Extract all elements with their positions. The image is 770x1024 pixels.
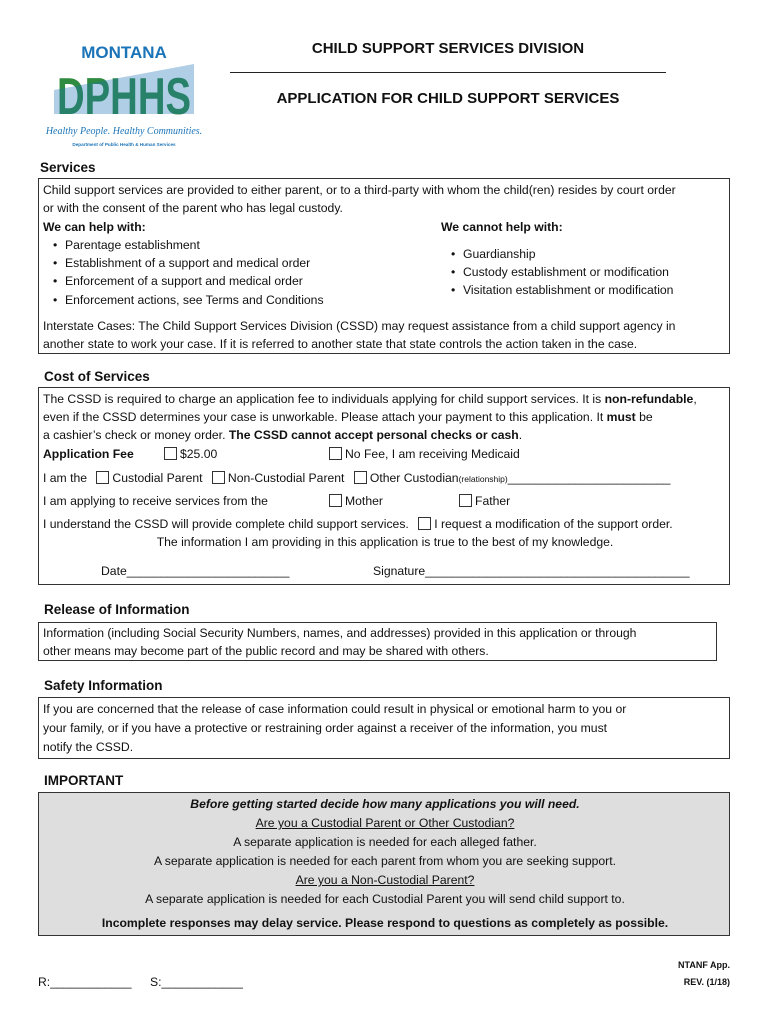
- can-help-item: • Parentage establishment: [43, 236, 324, 254]
- important-heading: IMPORTANT: [44, 773, 124, 788]
- services-heading: Services: [40, 160, 96, 175]
- release-line-2: other means may become part of the public record and may be shared with others.: [43, 644, 489, 658]
- father-label: Father: [475, 494, 511, 508]
- custodial-checkbox[interactable]: [96, 471, 109, 484]
- custodial-option[interactable]: [96, 471, 202, 485]
- services-intro-1: Child support services are provided to either parent, or to a third-party with whom the child(ren) resides by court order: [43, 183, 676, 197]
- modification-checkbox[interactable]: [418, 517, 431, 530]
- important-line-2: Are you a Custodial Parent or Other Custodian?: [255, 816, 515, 830]
- important-line-3: A separate application is needed for each alleged father.: [233, 835, 537, 849]
- cost-box: [38, 387, 730, 585]
- cannot-help-item: • Guardianship: [441, 245, 673, 263]
- cost-heading: Cost of Services: [44, 369, 150, 384]
- i-am-label: I am the: [43, 471, 88, 485]
- dphhs-logo-graphic: [45, 42, 203, 152]
- important-box: [38, 792, 730, 936]
- no-fee-checkbox[interactable]: [329, 447, 342, 460]
- cost-text: even if the CSSD determines your case is unworkable. Please attach your payment to this application. It: [43, 410, 607, 424]
- mother-option[interactable]: [329, 492, 383, 510]
- other-custodian-label: Other Custodian: [369, 471, 459, 485]
- fee-option[interactable]: [164, 445, 217, 463]
- division-title: CHILD SUPPORT SERVICES DIVISION: [311, 40, 585, 57]
- safety-box: [38, 697, 730, 759]
- signature-field[interactable]: Signature_______________________________________: [373, 564, 690, 578]
- true-info-statement: The information I am providing in this application is true to the best of my knowledge.: [156, 535, 614, 549]
- father-checkbox[interactable]: [459, 494, 472, 507]
- cost-emphasis: non-refundable: [604, 392, 694, 406]
- can-help-list: [43, 236, 324, 309]
- applying-label: I am applying to receive services from the: [43, 494, 268, 508]
- header-divider: [230, 72, 666, 73]
- interstate-line-1: Interstate Cases: The Child Support Services Division (CSSD) may request assistance from a child support agency in: [43, 319, 676, 333]
- relationship-label: (relationship): [458, 474, 508, 484]
- logo-top-text: MONTANA: [81, 43, 167, 62]
- other-custodian-option[interactable]: [354, 471, 671, 485]
- cost-para-line-2: [43, 408, 653, 426]
- form-number: NTANF App.: [678, 960, 730, 970]
- interstate-line-2: another state to work your case. If it is referred to another state that state controls the action taken in the case.: [43, 337, 638, 351]
- can-help-item: • Enforcement actions, see Terms and Conditions: [43, 291, 324, 309]
- logo-main-text: DPHHS: [57, 68, 191, 126]
- relationship-field[interactable]: ________________________: [507, 471, 671, 485]
- cost-text: a cashier’s check or money order.: [43, 428, 229, 442]
- cannot-help-item: • Visitation establishment or modification: [441, 281, 673, 299]
- cost-text: The CSSD is required to charge an application fee to individuals applying for child support services. It is: [43, 392, 605, 406]
- modification-label: I request a modification of the support order.: [434, 517, 673, 531]
- important-line-6: A separate application is needed for each Custodial Parent you will send child support to.: [145, 892, 625, 906]
- understand-text: I understand the CSSD will provide complete child support services.: [43, 517, 409, 531]
- footer-r-field[interactable]: R:____________: [38, 975, 132, 989]
- safety-line-2: your family, or if you have a protective or restraining order against a receiver of the information, you must: [43, 721, 608, 735]
- mother-label: Mother: [345, 494, 383, 508]
- footer-s-field[interactable]: S:____________: [150, 975, 243, 989]
- safety-heading: Safety Information: [44, 678, 163, 693]
- cost-emphasis: must: [606, 410, 636, 424]
- fee-amount: $25.00: [180, 447, 218, 461]
- other-custodian-checkbox[interactable]: [354, 471, 367, 484]
- application-title: APPLICATION FOR CHILD SUPPORT SERVICES: [276, 90, 620, 107]
- noncustodial-option[interactable]: [212, 471, 345, 485]
- important-line-4: A separate application is needed for each parent from whom you are seeking support.: [153, 854, 617, 868]
- services-box: [38, 178, 730, 354]
- mother-checkbox[interactable]: [329, 494, 342, 507]
- custodial-label: Custodial Parent: [112, 471, 203, 485]
- safety-line-1: If you are concerned that the release of case information could result in physical or emotional harm to you or: [43, 702, 627, 716]
- dphhs-logo: [45, 42, 203, 152]
- fee-checkbox[interactable]: [164, 447, 177, 460]
- i-am-row: [43, 469, 670, 488]
- services-intro-2: or with the consent of the parent who has legal custody.: [43, 201, 343, 215]
- noncustodial-checkbox[interactable]: [212, 471, 225, 484]
- modification-option[interactable]: [418, 517, 672, 531]
- cannot-help-list: [441, 245, 673, 300]
- logo-department: Department of Public Health & Human Services: [72, 142, 176, 147]
- no-fee-label: No Fee, I am receiving Medicaid: [345, 447, 520, 461]
- father-option[interactable]: [459, 492, 510, 510]
- cannot-help-item: • Custody establishment or modification: [441, 263, 673, 281]
- cost-text: .: [518, 428, 523, 442]
- important-line-7: Incomplete responses may delay service. Please respond to questions as completely as possible.: [101, 916, 669, 930]
- cost-emphasis: The CSSD cannot accept personal checks or cash: [228, 428, 519, 442]
- cost-text: be: [635, 410, 653, 424]
- important-line-5: Are you a Non-Custodial Parent?: [295, 873, 475, 887]
- application-fee-label: Application Fee: [43, 447, 134, 461]
- form-revision: REV. (1/18): [683, 977, 730, 987]
- can-help-heading: We can help with:: [43, 220, 146, 234]
- no-fee-option[interactable]: [329, 445, 520, 463]
- can-help-item: • Establishment of a support and medical order: [43, 254, 324, 272]
- understand-row: [43, 515, 673, 533]
- release-heading: Release of Information: [44, 602, 190, 617]
- release-line-1: Information (including Social Security Numbers, names, and addresses) provided in this application or through: [43, 626, 637, 640]
- date-field[interactable]: Date________________________: [101, 564, 290, 578]
- cost-para-line-1: [43, 390, 697, 408]
- cannot-help-heading: We cannot help with:: [441, 220, 563, 234]
- important-line-1: Before getting started decide how many applications you will need.: [190, 797, 580, 811]
- noncustodial-label: Non-Custodial Parent: [227, 471, 345, 485]
- cost-para-line-3: [43, 426, 522, 444]
- safety-line-3: notify the CSSD.: [43, 740, 134, 754]
- can-help-item: • Enforcement of a support and medical order: [43, 272, 324, 290]
- release-box: [38, 622, 717, 661]
- logo-tagline: Healthy People. Healthy Communities.: [45, 126, 203, 137]
- cost-text: ,: [693, 392, 697, 406]
